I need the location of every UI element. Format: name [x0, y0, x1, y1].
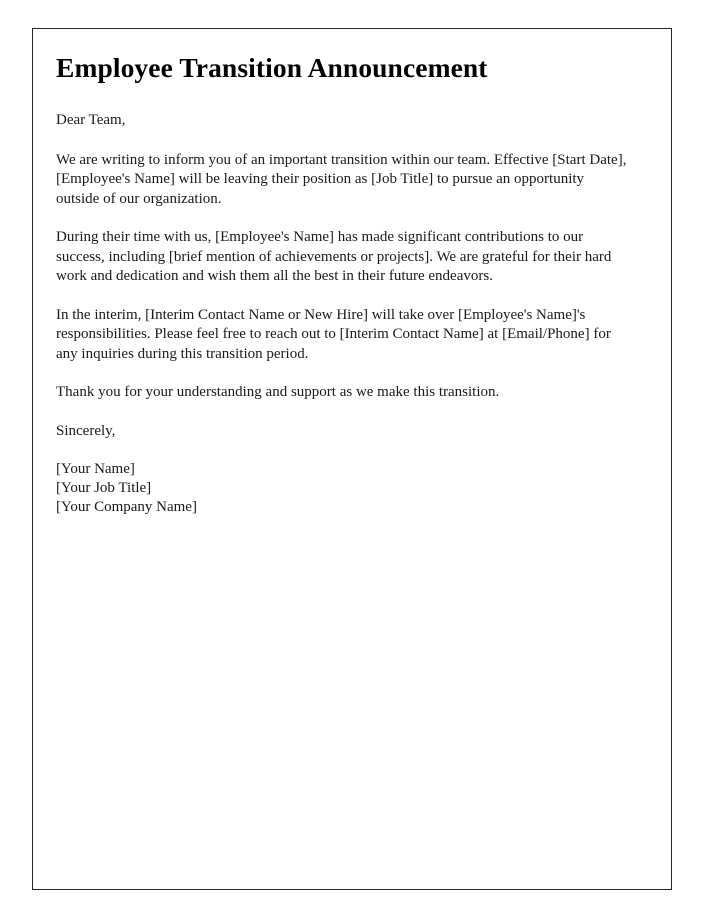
body-paragraph: In the interim, [Interim Contact Name or New Hire] will take over [Employee's Name]'s responsibilities. Please feel free to reach out to [Interim Contact Name] at [Email/Phone] for any inquiries during this transition period.: [56, 306, 611, 362]
document-body: [56, 51, 631, 517]
body-paragraph: During their time with us, [Employee's Name] has made significant contributions to our success, including [brief mention of achievements or projects]. We are grateful for their hard work and dedication and wish them all the best in their future endeavors.: [56, 229, 612, 284]
page-title: Employee Transition Announcement: [56, 52, 488, 83]
signoff: Sincerely,: [56, 422, 116, 439]
salutation: Dear Team,: [56, 112, 126, 128]
closing-line: Thank you for your understanding and support as we make this transition.: [56, 384, 500, 400]
body-paragraph: We are writing to inform you of an important transition within our team. Effective [Start Date], [Employee's Name] will be leaving their position as [Job Title] to pursue an opportunity outside of our organization.: [56, 151, 627, 207]
signature-job-title: [Your Job Title]: [56, 480, 152, 496]
signature-company: [Your Company Name]: [56, 499, 197, 515]
signature-name: [Your Name]: [56, 461, 135, 477]
signature-block: [56, 460, 631, 517]
document-page: [32, 28, 672, 890]
